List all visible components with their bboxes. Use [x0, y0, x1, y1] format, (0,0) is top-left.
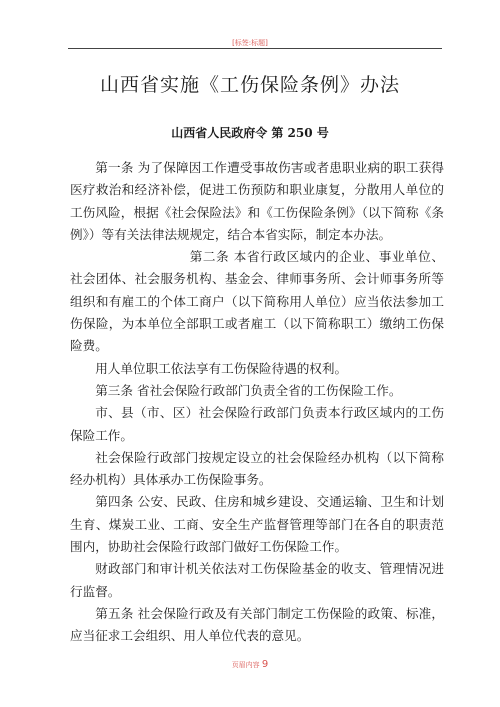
- article-1: 第一条 为了保障因工作遭受事故伤害或者患职业病的职工获得医疗救治和经济补偿，促进工伤预防和职业康复，分散用人单位的工伤风险，根据《社会保险法》和《工伤保险条例》（以下简称《条例》）等有关法律法规规定，结合本省实际，制定本办法。: [70, 160, 444, 242]
- page-footer: [0, 660, 500, 670]
- article-3-local: 市、县（市、区）社会保险行政部门负责本行政区域内的工伤保险工作。: [70, 405, 444, 443]
- article-3: 第三条 省社会保险行政部门负责全省的工伤保险工作。: [95, 382, 402, 398]
- article-5: 第五条 社会保险行政及有关部门制定工伤保险的政策、标准，应当征求工会组织、用人单位代表的意见。: [70, 605, 444, 644]
- article-3-agency: 社会保险行政部门按规定设立的社会保险经办机构（以下简称经办机构）具体承办工伤保险事务。: [70, 449, 444, 488]
- article-4: 第四条 公安、民政、住房和城乡建设、交通运输、卫生和计划生育、煤炭工业、工商、安全生产监督管理等部门在各自的职责范围内，协助社会保险行政部门做好工伤保险工作。: [70, 494, 444, 555]
- header-divider: [68, 48, 442, 49]
- header-tag: [标签:标题]: [232, 39, 268, 47]
- decree-number: 山西省人民政府令 第 250 号: [171, 126, 329, 140]
- document-body: [70, 157, 444, 648]
- article-2: 第二条 本省行政区域内的企业、事业单位、社会团体、社会服务机构、基金会、律师事务所、会计师事务所等组织和有雇工的个体工商户（以下简称用人单位）应当依法参加工伤保险，为本单位全部职工或者雇工（以下简称职工）缴纳工伤保险费。: [70, 249, 444, 354]
- page-number: 9: [261, 659, 269, 670]
- footer-label: 页眉内容: [231, 661, 260, 669]
- article-4-finance: 财政部门和审计机关依法对工伤保险基金的收支、管理情况进行监督。: [70, 561, 444, 599]
- article-2-rights: 用人单位职工依法享有工伤保险待遇的权利。: [95, 360, 348, 376]
- document-title: 山西省实施《工伤保险条例》办法: [99, 74, 400, 96]
